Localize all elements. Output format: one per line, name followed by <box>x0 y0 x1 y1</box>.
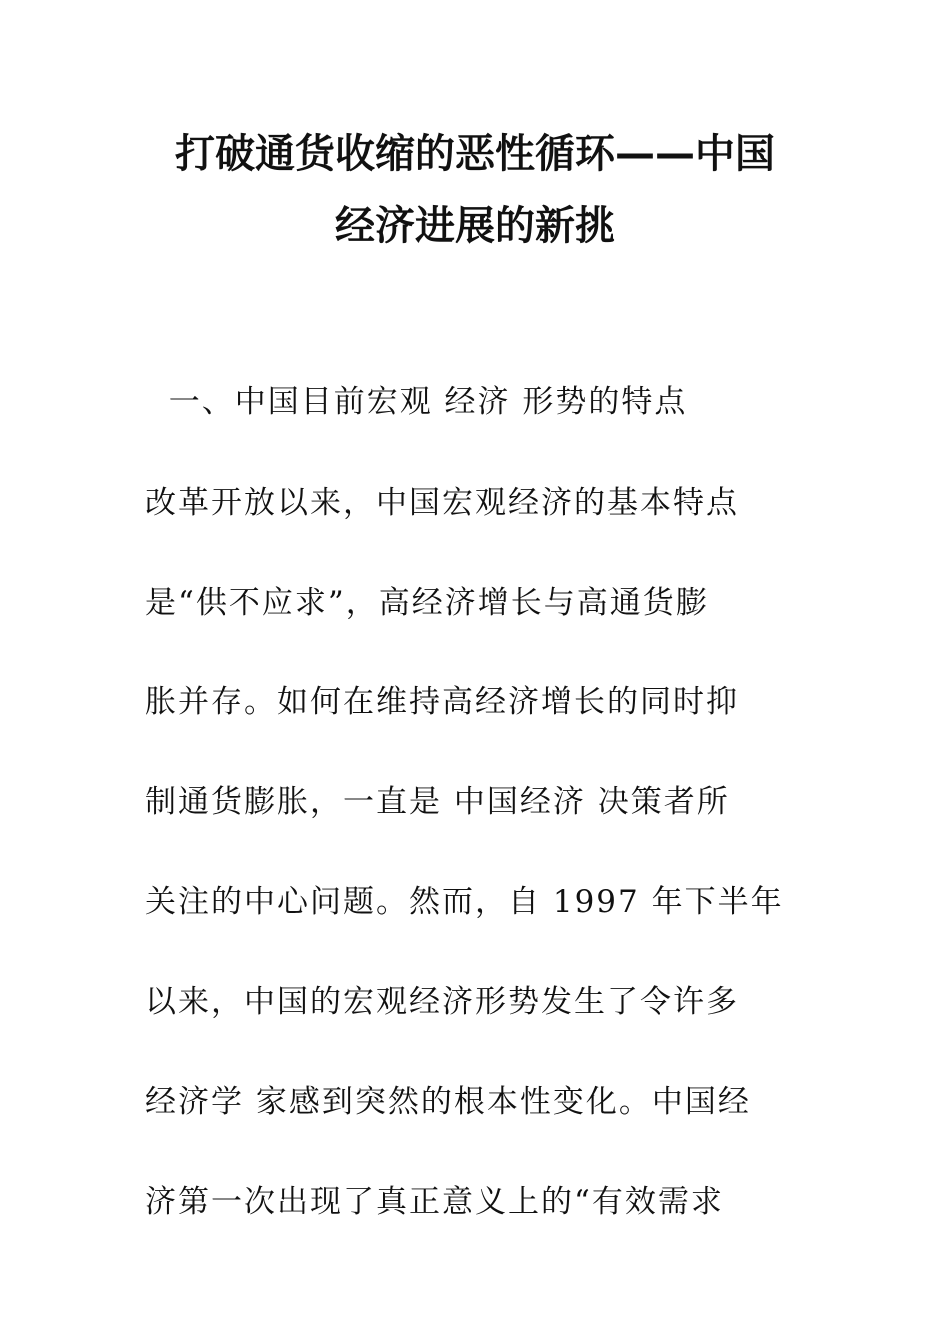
document-title-line-1: 打破通货收缩的恶性循环——中国 <box>175 131 775 177</box>
paragraph-line: 关注的中心问题。然而，自 1997 年下半年 <box>145 884 784 920</box>
paragraph-line: 经济学 家感到突然的根本性变化。中国经 <box>145 1084 751 1120</box>
paragraph-line: 济第一次出现了真正意义上的“有效需求 <box>145 1184 724 1220</box>
paragraph-line: 是“供不应求”，高经济增长与高通货膨 <box>145 585 709 621</box>
document-title-line-2: 经济进展的新挑 <box>335 203 615 249</box>
paragraph-line: 以来，中国的宏观经济形势发生了令许多 <box>145 984 739 1020</box>
paragraph-line: 改革开放以来，中国宏观经济的基本特点 <box>145 485 739 521</box>
paragraph-line: 制通货膨胀，一直是 中国经济 决策者所 <box>145 784 730 820</box>
section-heading: 一、中国目前宏观 经济 形势的特点 <box>145 384 688 420</box>
paragraph-line: 胀并存。如何在维持高经济增长的同时抑 <box>145 684 739 720</box>
